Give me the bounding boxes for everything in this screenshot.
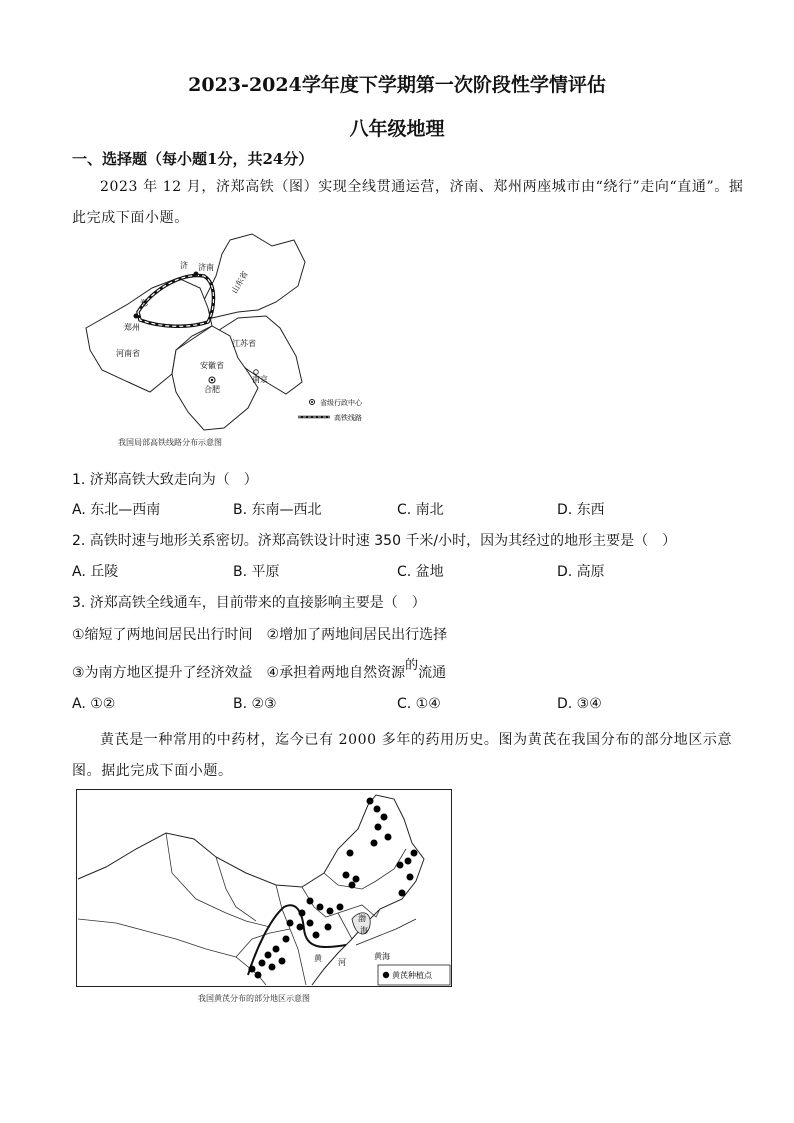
hefei-inner-dot xyxy=(211,379,213,381)
planting-site xyxy=(327,908,334,915)
jiangsu-label: 江苏省 xyxy=(232,339,256,348)
planting-site xyxy=(371,840,378,847)
passage2-line2: 图。据此完成下面小题。 xyxy=(72,763,233,779)
planting-site xyxy=(287,920,294,927)
planting-site xyxy=(353,876,360,883)
q3-item2-end: 流通 xyxy=(418,665,447,681)
q1-option-a[interactable]: A. 东北—西南 xyxy=(72,502,161,518)
planting-site xyxy=(283,936,290,943)
q2-option-d[interactable]: D. 高原 xyxy=(557,564,605,580)
planting-site xyxy=(273,946,280,953)
q1-option-b[interactable]: B. 东南—西北 xyxy=(233,502,322,518)
planting-site xyxy=(279,958,286,965)
planting-site xyxy=(255,972,262,979)
planting-site xyxy=(269,964,276,971)
planting-site xyxy=(374,806,381,813)
ji-label: 济 xyxy=(180,261,188,270)
q3-option-a[interactable]: A. ①② xyxy=(72,696,116,712)
planting-site xyxy=(313,932,320,939)
exam-subtitle: 八年级地理 xyxy=(349,118,445,140)
planting-site xyxy=(405,858,412,865)
he-label: 河 xyxy=(338,958,346,967)
q2-stem: 2. 高铁时速与地形关系密切。济郑高铁设计时速 350 千米/小时，因为其经过的地形主要是（ ） xyxy=(72,533,677,549)
nanjing-label: 南京 xyxy=(252,375,268,384)
bohai-label-2: 海 xyxy=(360,926,368,935)
q3-stem: 3. 济郑高铁全线通车，目前带来的直接影响主要是（ ） xyxy=(72,595,426,611)
planting-site xyxy=(411,850,418,857)
planting-site xyxy=(325,924,332,931)
jinan-label: 济南 xyxy=(198,263,214,272)
q2-option-c[interactable]: C. 盆地 xyxy=(397,564,444,580)
planting-site xyxy=(407,874,414,881)
passage2-line1: 黄芪是一种常用的中药材，迄今已有 2000 多年的药用历史。图为黄芪在我国分布的部分地区示意 xyxy=(100,732,733,748)
q1-option-c[interactable]: C. 南北 xyxy=(397,502,444,518)
planting-site xyxy=(381,814,388,821)
q3-item2 xyxy=(72,658,447,682)
zhengzhou-label: 郑州 xyxy=(124,323,140,332)
planting-site xyxy=(249,966,256,973)
henan-label: 河南省 xyxy=(116,349,140,358)
planting-site xyxy=(349,882,356,889)
q3-item2-main: ③为南方地区提升了经济效益 ④承担着两地自然资源 xyxy=(72,665,406,681)
map1-caption: 我国局部高铁线路分布示意图 xyxy=(118,438,222,447)
yellowsea-label: 黄海 xyxy=(374,952,390,961)
planting-site xyxy=(385,834,392,841)
planting-site xyxy=(307,920,314,927)
railway-map xyxy=(80,232,370,452)
nanjing-dot xyxy=(254,370,259,375)
map2-legend-dot xyxy=(383,972,389,978)
q1-option-d[interactable]: D. 东西 xyxy=(557,502,605,518)
planting-site xyxy=(297,924,304,931)
planting-site xyxy=(347,850,354,857)
q3-item2-raised: 的 xyxy=(405,658,419,673)
q2-option-b[interactable]: B. 平原 xyxy=(233,564,280,580)
map2-legend-label: 黄芪种植点 xyxy=(392,971,432,980)
anhui-label: 安徽省 xyxy=(200,361,224,370)
legend-capital: 省级行政中心 xyxy=(320,399,362,407)
legend-capital-symbol-inner xyxy=(311,401,313,403)
exam-title: 2023-2024学年度下学期第一次阶段性学情评估 xyxy=(188,74,606,96)
passage1-line1: 2023 年 12 月，济郑高铁（图）实现全线贯通运营，济南、郑州两座城市由“绕行”走向“直通”。据 xyxy=(100,179,744,195)
jinan-dot xyxy=(194,272,199,277)
planting-site xyxy=(343,872,350,879)
planting-site xyxy=(337,904,344,911)
map2-caption: 我国黄芪分布的部分地区示意图 xyxy=(198,994,310,1003)
section-heading: 一、选择题（每小题1分，共24分） xyxy=(72,150,314,168)
huang-label: 黄 xyxy=(314,954,322,963)
planting-site xyxy=(375,824,382,831)
planting-site xyxy=(397,862,404,869)
legend-railway: 高铁线路 xyxy=(334,414,362,422)
planting-site xyxy=(265,952,272,959)
q2-option-a[interactable]: A. 丘陵 xyxy=(72,564,119,580)
zheng-label: 郑 xyxy=(140,299,148,308)
hefei-label: 合肥 xyxy=(204,385,220,394)
planting-site xyxy=(299,910,306,917)
planting-site xyxy=(317,904,324,911)
q3-option-c[interactable]: C. ①④ xyxy=(397,696,441,712)
passage1-line2: 此完成下面小题。 xyxy=(72,210,189,226)
q3-item1: ①缩短了两地间居民出行时间 ②增加了两地间居民出行选择 xyxy=(72,627,448,643)
planting-site xyxy=(399,890,406,897)
planting-site xyxy=(259,960,266,967)
q3-option-d[interactable]: D. ③④ xyxy=(557,696,602,712)
planting-site xyxy=(307,898,314,905)
zhengzhou-dot xyxy=(134,314,139,319)
q3-option-b[interactable]: B. ②③ xyxy=(233,696,277,712)
planting-site xyxy=(367,798,374,805)
bohai-label-1: 渤 xyxy=(358,914,366,923)
shandong-label: 山东省 xyxy=(229,269,250,295)
q1-stem: 1. 济郑高铁大致走向为（ ） xyxy=(72,472,258,488)
astragalus-map xyxy=(76,789,452,987)
